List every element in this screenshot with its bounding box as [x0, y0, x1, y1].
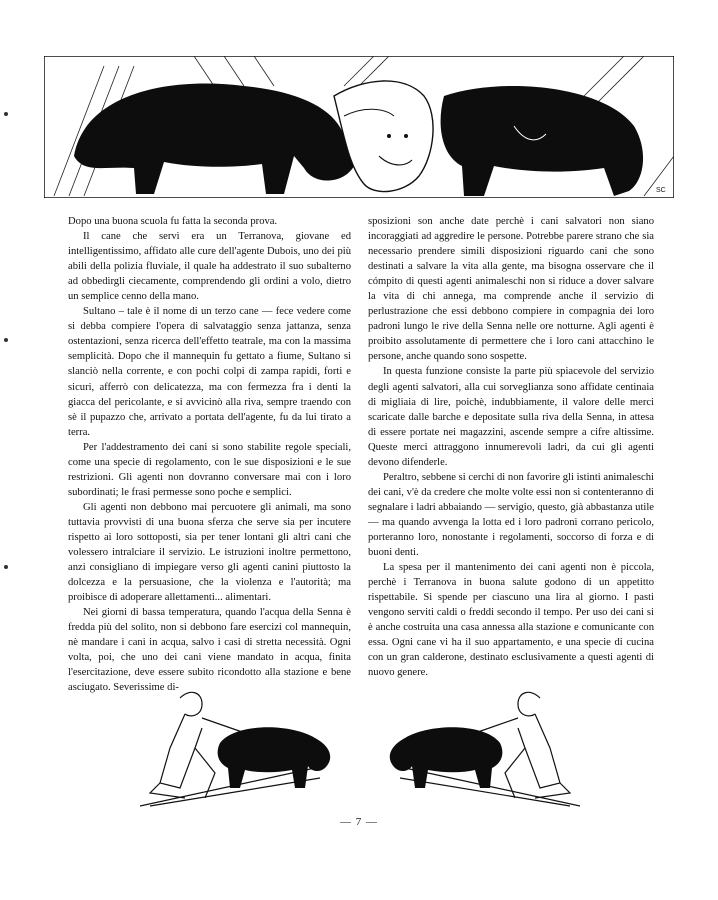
paragraph: Sultano – tale è il nome di un terzo cane — fece vedere come si debba compiere l'opera di salvataggio senza jattanza, senza ostentazioni, senza ricerca dell'effetto teatrale, ma con la massima semplicità. Dopo che il mannequin fu gettato a fiume, Sultano si slanciò nella corrente, e con pochi colpi di zampa rapidi, forti e sicuri, afferrò con delicatezza, ma con fermezza fra i denti la giacca del pericolante, e si avvicinò alla riva, sempre traendo con sè il pupazzo che, arrivato a portata dell'agente, fu da lui tirato a terra.: [68, 306, 351, 438]
binding-mark: [4, 112, 8, 116]
binding-mark: [4, 565, 8, 569]
paragraph: Nei giorni di bassa temperatura, quando l'acqua della Senna è fredda più del solito, non si debbono fare esercizi col mannequin, nè mandare i cani in acqua, salvo i casi di stretta necessità. Ogni volta, poi, che uno dei cani viene mandato in acqua, finita l'esercitazione, deve essere subito ricondotto alla stazione e bene asciugato. Severissime di-: [68, 607, 351, 694]
paragraph: sposizioni son anche date perchè i cani salvatori non siano incoraggiati ad aggredire le persone. Potrebbe parere strano che sia necessario prendere simili disposizioni riguardo cani che sono destinati a salvare la vita alla gente, ma bisogna osservare che il cómpito di questi agenti animaleschi non si riduce a dover salvare la vita di chi annega, ma comprende anche il servizio di perlustrazione che essi debbono compiere in compagnia dei loro padroni lungo le rive della Senna nelle ore notturne. Agli agenti è proibito assolutamente di permettere che i loro cani attacchino le persone, anche quando sono sospette.: [368, 216, 654, 363]
bottom-illustration: [140, 688, 580, 808]
paragraph: Per l'addestramento dei cani si sono stabilite regole speciali, come una specie di regolamento, con le sue disposizioni e le sue restrizioni. Gli agenti non dovranno conversare mai con i loro subordinati; le frasi permesse sono poche e semplici.: [68, 441, 351, 498]
paragraph: Il cane che servì era un Terranova, giovane ed intelligentissimo, affidato alle cure dell'agente Dubois, uno dei più abili della polizia fluviale, il quale ha addestrato il suo subalterno ad obbedirgli ciecamente, comprendendo gli ordini a volo, dietro un semplice cenno della mano.: [68, 231, 351, 303]
paragraph: La spesa per il mantenimento dei cani agenti non è piccola, perchè i Terranova in buona salute godono di un appetitto rispettabile. Si spende per ciascuno una lira al giorno. I pasti vengono serviti caldi o freddi secondo il tempo. Per uso dei cani si è anche costruita una casa annessa alla stazione e comunicante con essa. Ogni cane vi ha il suo appartamento, e una specie di cucina con un gran calderone, destinato esclusivamente a questi agenti di nuovo genere.: [368, 562, 654, 679]
paragraph: Peraltro, sebbene si cerchi di non favorire gli istinti animaleschi dei cani, v'è da credere che molte volte essi non si contenteranno di segnalare i ladri abbaiando — servigio, questo, già abbastanza utile — ma quando avvenga la lotta ed i loro padroni corrano pericolo, porteranno loro, nonostante i regolamenti, soccorso di forza e di buoni denti.: [368, 471, 654, 559]
paragraph: In questa funzione consiste la parte più spiacevole del servizio degli agenti salvatori, alla cui sorveglianza sono affidate centinaia di migliaia di lire, poichè, indubbiamente, il valore delle merci scaricate dalle barche e depositate sulla riva della Senna, in attesa di essere portate nei magazzini, ascende sempre a cifre altissime. Queste merci attraggono innumerevoli ladri, da cui gli agenti devono difenderle.: [368, 366, 654, 468]
header-illustration: [44, 56, 674, 198]
paragraph: Dopo una buona scuola fu fatta la seconda prova.: [68, 216, 278, 227]
right-text-column: [368, 214, 654, 680]
artist-signature: SC: [656, 187, 666, 194]
paragraph: Gli agenti non debbono mai percuotere gli animali, ma sono tuttavia provvisti di una buona sferza che serve sia per incutere rispetto ai loro sottoposti, sia per tener lontani gli altri cani che volessero intralciare il servizio. Le istruzioni inoltre permettono, anzi consigliano di impiegare verso gli agenti canini piuttosto la dolcezza e la persuasione, che la violenza e l'autorità; ma proibisce di adoperare allettamenti... alimentari.: [68, 501, 351, 604]
binding-mark: [4, 338, 8, 342]
page-number: — 7 —: [340, 816, 378, 828]
left-text-column: [68, 214, 351, 696]
